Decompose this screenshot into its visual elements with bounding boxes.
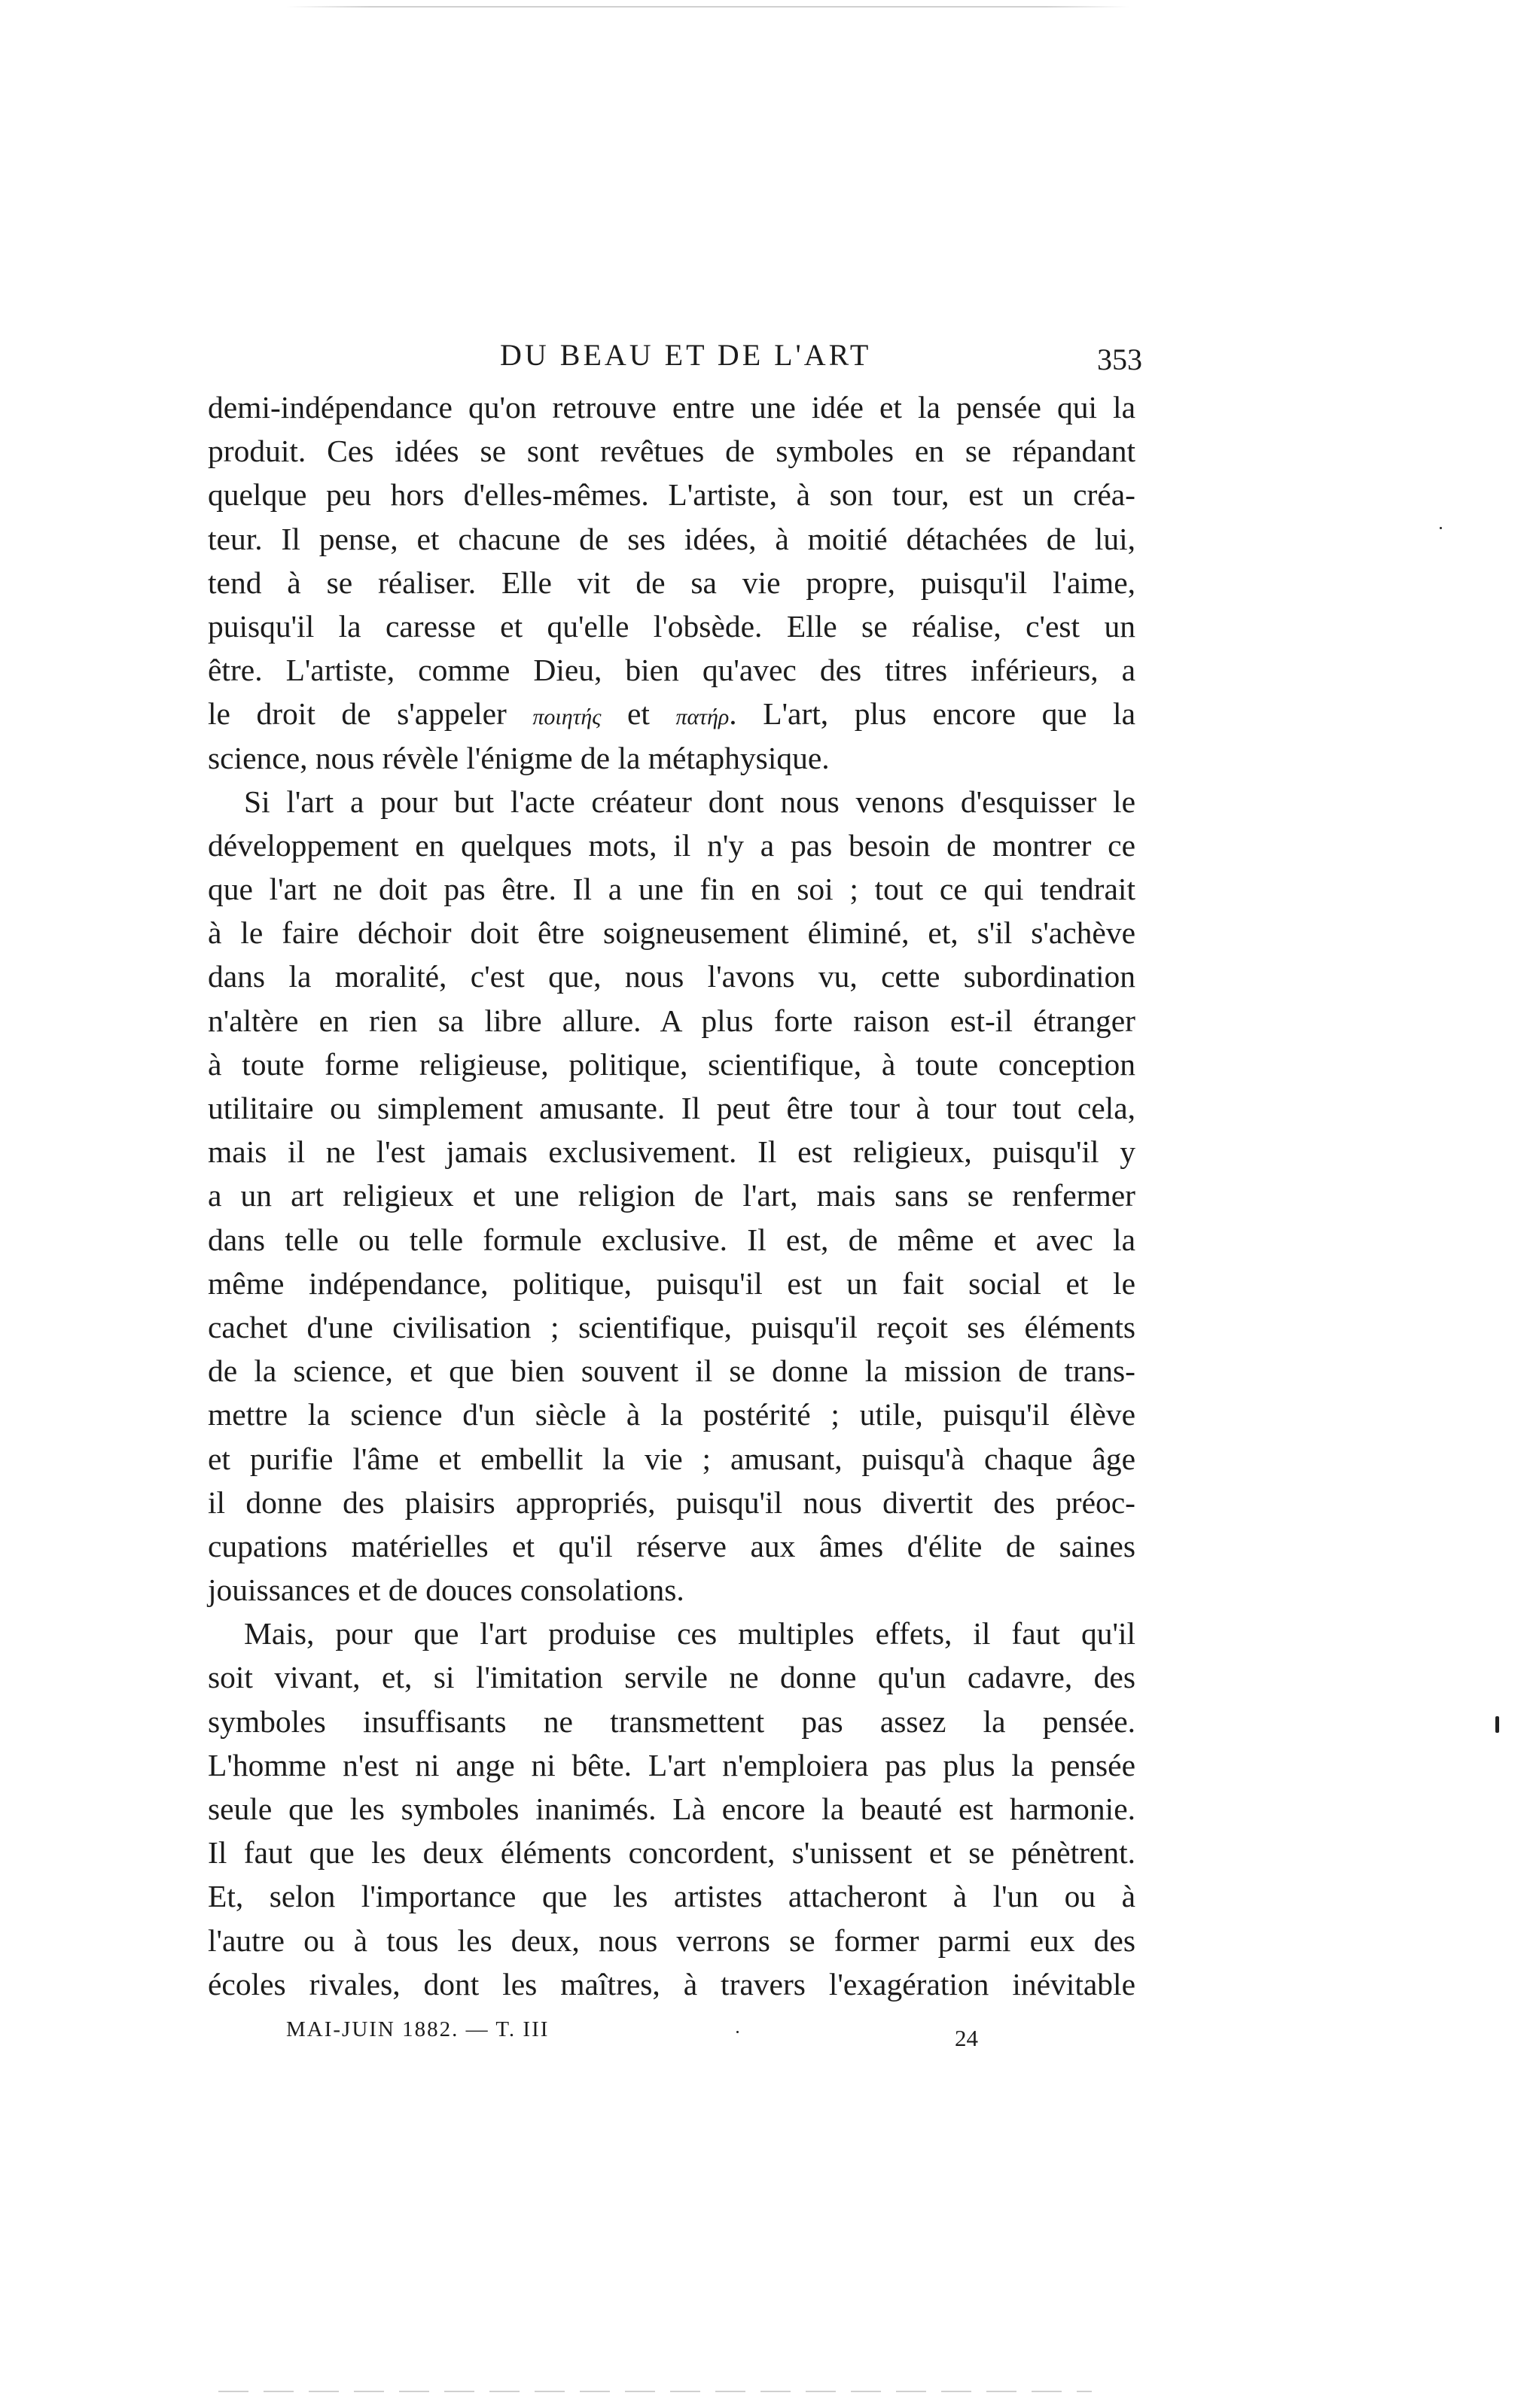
text-line: même indépendance, politique, puisqu'il est un fait social et le <box>208 1265 1135 1301</box>
text-line: que l'art ne doit pas être. Il a une fin en soi ; tout ce qui tendrait <box>208 872 1135 907</box>
text-line: Si l'art a pour but l'acte créateur dont nous venons d'esquisser le <box>244 784 1135 819</box>
greek-word-pater: πατήρ <box>675 705 730 730</box>
text-line: écoles rivales, dont les maîtres, à travers l'exagération inévitable <box>208 1966 1135 2002</box>
text-line: tend à se réaliser. Elle vit de sa vie propre, puisqu'il l'aime, <box>208 565 1135 600</box>
text-fragment: et <box>601 696 676 732</box>
text-line: mais il ne l'est jamais exclusivement. Il est religieux, puisqu'il y <box>208 1134 1135 1170</box>
text-line: utilitaire ou simplement amusante. Il peut être tour à tour tout cela, <box>208 1091 1135 1125</box>
text-line: a un art religieux et une religion de l'art, mais sans se renfermer <box>208 1178 1135 1213</box>
text-line: l'autre ou à tous les deux, nous verrons se former parmi eux des <box>208 1922 1135 1958</box>
page-number: 353 <box>1097 342 1142 376</box>
text-line: il donne des plaisirs appropriés, puisqu'il nous divertit des préoc- <box>208 1484 1135 1520</box>
text-line: jouissances et de douces consolations. <box>208 1572 684 1608</box>
footer-issue-date: MAI-JUIN 1882. — T. III <box>286 2017 550 2041</box>
text-line: puisqu'il la caresse et qu'elle l'obsède. Elle se réalise, c'est un <box>208 608 1135 644</box>
text-line: mettre la science d'un siècle à la postérité ; utile, puisqu'il élève <box>208 1397 1135 1432</box>
text-line: demi-indépendance qu'on retrouve entre une idée et la pensée qui la <box>208 390 1135 425</box>
text-line: Et, selon l'importance que les artistes attacheront à l'un ou à <box>208 1879 1135 1914</box>
scan-speck <box>1495 1716 1499 1733</box>
text-line: quelque peu hors d'elles-mêmes. L'artiste, à son tour, est un créa- <box>208 477 1135 513</box>
text-line: seule que les symboles inanimés. Là encore la beauté est harmonie. <box>208 1792 1135 1826</box>
text-line: Mais, pour que l'art produise ces multiples effets, il faut qu'il <box>244 1616 1135 1652</box>
text-line: teur. Il pense, et chacune de ses idées, à moitié détachées de lui, <box>208 521 1135 556</box>
text-line: produit. Ces idées se sont revêtues de symboles en se répandant <box>208 434 1135 469</box>
text-fragment: le droit de s'appeler <box>208 696 533 732</box>
scan-speck <box>736 2031 739 2033</box>
text-line: être. L'artiste, comme Dieu, bien qu'avec des titres inférieurs, a <box>208 653 1135 688</box>
footer-signature-mark: 24 <box>955 2025 978 2051</box>
text-line: symboles insuffisants ne transmettent pas assez la pensée. <box>208 1703 1135 1739</box>
text-line: à toute forme religieuse, politique, scientifique, à toute conception <box>208 1046 1135 1082</box>
text-line: n'altère en rien sa libre allure. A plus forte raison est-il étranger <box>208 1003 1135 1038</box>
text-line: à le faire déchoir doit être soigneusement éliminé, et, s'il s'achève <box>208 915 1135 951</box>
scan-edge-bottom <box>218 2391 1092 2392</box>
running-head: DU BEAU ET DE L'ART <box>500 338 872 372</box>
text-line: L'homme n'est ni ange ni bête. L'art n'emploiera pas plus la pensée <box>208 1747 1135 1782</box>
text-line: de la science, et que bien souvent il se donne la mission de trans- <box>208 1353 1135 1389</box>
text-fragment: . L'art, plus encore que la <box>729 696 1135 732</box>
text-line: cachet d'une civilisation ; scientifique, puisqu'il reçoit ses éléments <box>208 1309 1135 1344</box>
text-line: dans la moralité, c'est que, nous l'avons vu, cette subordination <box>208 959 1135 994</box>
scan-edge-top <box>286 6 1129 8</box>
text-line: science, nous révèle l'énigme de la métaphysique. <box>208 740 830 775</box>
text-line: soit vivant, et, si l'imitation servile ne donne qu'un cadavre, des <box>208 1660 1135 1695</box>
body-text <box>208 385 1135 2006</box>
scan-speck <box>1440 527 1442 529</box>
text-line: dans telle ou telle formule exclusive. Il est, de même et avec la <box>208 1222 1135 1257</box>
text-line: développement en quelques mots, il n'y a pas besoin de montrer ce <box>208 827 1135 863</box>
greek-word-poietes: ποιητής <box>532 705 602 730</box>
text-line-with-greek <box>208 692 1135 735</box>
text-line: et purifie l'âme et embellit la vie ; amusant, puisqu'à chaque âge <box>208 1441 1135 1476</box>
text-line: Il faut que les deux éléments concordent, s'unissent et se pénètrent. <box>208 1835 1135 1871</box>
text-line: cupations matérielles et qu'il réserve aux âmes d'élite de saines <box>208 1528 1135 1563</box>
